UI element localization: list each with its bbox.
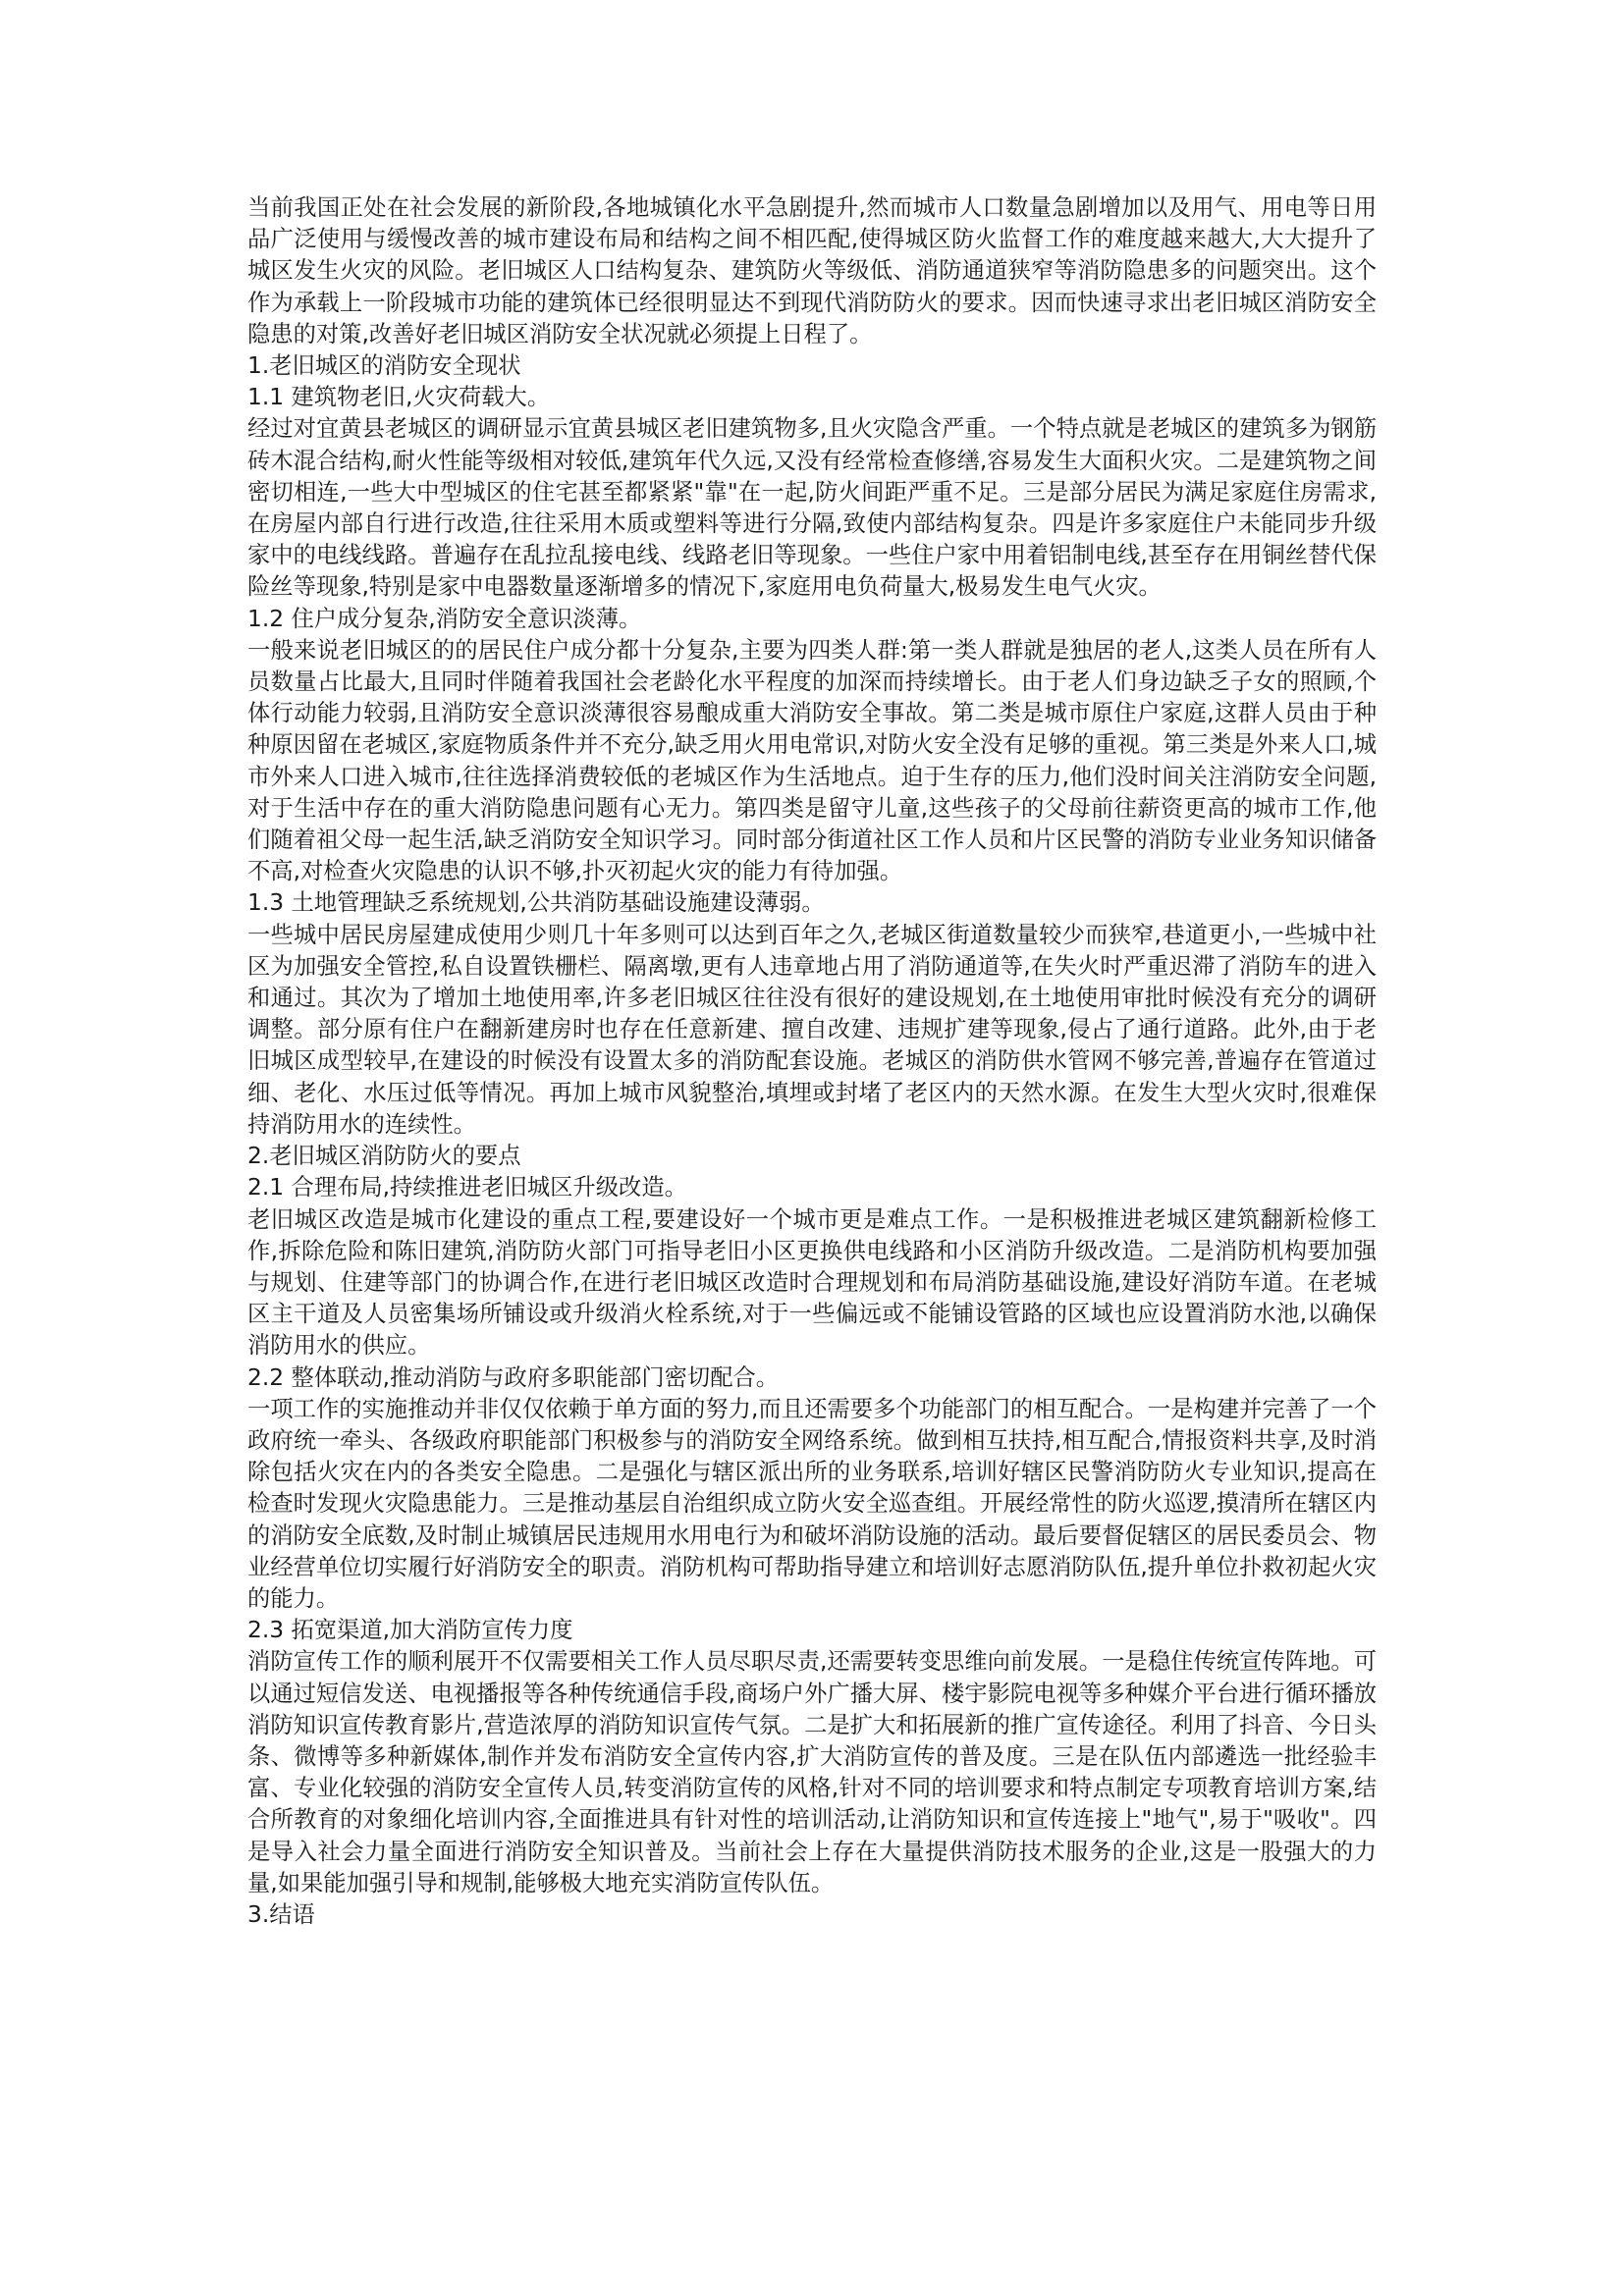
paragraph-2-1: 老旧城区改造是城市化建设的重点工程,要建设好一个城市更是难点工作。一是积极推进老城区建筑翻新检修工作,拆除危险和陈旧建筑,消防防火部门可指导老旧小区更换供电线路和小区消防升级改造。二是消防机构要加强与规划、住建等部门的协调合作,在进行老旧城区改造时合理规划和布局消防基础设施,建设好消防车道。在老城区主干道及人员密集场所铺设或升级消火栓系统,对于一些偏远或不能铺设管路的区域也应设置消防水池,以确保消防用水的供应。 [247,1205,1377,1360]
subsection-heading-2-1: 2.1 合理布局,持续推进老旧城区升级改造。 [247,1174,687,1201]
subsection-heading-1-3: 1.3 土地管理缺乏系统规划,公共消防基础设施建设薄弱。 [247,889,825,917]
intro-paragraph: 当前我国正处在社会发展的新阶段,各地城镇化水平急剧提升,然而城市人口数量急剧增加以及用气、用电等日用品广泛使用与缓慢改善的城市建设布局和结构之间不相匹配,使得城区防火监督工作的难度越来越大,大大提升了城区发生火灾的风险。老旧城区人口结构复杂、建筑防火等级低、消防通道狭窄等消防隐患多的问题突出。这个作为承载上一阶段城市功能的建筑体已经很明显达不到现代消防防火的要求。因而快速寻求出老旧城区消防安全隐患的对策,改善好老旧城区消防安全状况就必须提上日程了。 [247,194,1377,347]
paragraph-2-2: 一项工作的实施推动并非仅仅依赖于单方面的努力,而且还需要多个功能部门的相互配合。一是构建并完善了一个政府统一牵头、各级政府职能部门积极参与的消防安全网络系统。做到相互扶持,相互配合,情报资料共享,及时消除包括火灾在内的各类安全隐患。二是强化与辖区派出所的业务联系,培训好辖区民警消防防火专业知识,提高在检查时发现火灾隐患能力。三是推动基层自治组织成立防火安全巡查组。开展经常性的防火巡逻,摸清所在辖区内的消防安全底数,及时制止城镇居民违规用水用电行为和破坏消防设施的活动。最后要督促辖区的居民委员会、物业经营单位切实履行好消防安全的职责。消防机构可帮助指导建立和培训好志愿消防队伍,提升单位扑救初起火灾的能力。 [247,1395,1377,1612]
subsection-heading-2-3: 2.3 拓宽渠道,加大消防宣传力度 [247,1617,573,1644]
paragraph-1-2: 一般来说老旧城区的的居民住户成分都十分复杂,主要为四类人群:第一类人群就是独居的老人,这类人员在所有人员数量占比最大,且同时伴随着我国社会老龄化水平程度的加深而持续增长。由于老人们身边缺乏子女的照顾,个体行动能力较弱,且消防安全意识淡薄很容易酿成重大消防安全事故。第二类是城市原住户家庭,这群人员由于种种原因留在老城区,家庭物质条件并不充分,缺乏用火用电常识,对防火安全没有足够的重视。第三类是外来人口,城市外来人口进入城市,往往选择消费较低的老城区作为生活地点。迫于生存的压力,他们没时间关注消防安全问题,对于生活中存在的重大消防隐患问题有心无力。第四类是留守儿童,这些孩子的父母前往薪资更高的城市工作,他们随着祖父母一起生活,缺乏消防安全知识学习。同时部分街道社区工作人员和片区民警的消防专业业务知识储备不高,对检查火灾隐患的认识不够,扑灭初起火灾的能力有待加强。 [247,636,1377,885]
document-body [247,192,1377,1931]
subsection-heading-1-1: 1.1 建筑物老旧,火灾荷载大。 [247,384,551,411]
subsection-heading-2-2: 2.2 整体联动,推动消防与政府多职能部门密切配合。 [247,1363,780,1391]
paragraph-2-3: 消防宣传工作的顺利展开不仅需要相关工作人员尽职尽责,还需要转变思维向前发展。一是稳住传统宣传阵地。可以通过短信发送、电视播报等各种传统通信手段,商场户外广播大屏、楼宇影院电视等多种媒介平台进行循环播放消防知识宣传教育影片,营造浓厚的消防知识宣传气氛。二是扩大和拓展新的推广宣传途径。利用了抖音、今日头条、微博等多种新媒体,制作并发布消防安全宣传内容,扩大消防宣传的普及度。三是在队伍内部遴选一批经验丰富、专业化较强的消防安全宣传人员,转变消防宣传的风格,针对不同的培训要求和特点制定专项教育培训方案,结合所教育的对象细化培训内容,全面推进具有针对性的培训活动,让消防知识和宣传连接上"地气",易于"吸收"。四是导入社会力量全面进行消防安全知识普及。当前社会上存在大量提供消防技术服务的企业,这是一股强大的力量,如果能加强引导和规制,能够极大地充实消防宣传队伍。 [247,1648,1377,1896]
subsection-heading-1-2: 1.2 住户成分复杂,消防安全意识淡薄。 [247,605,642,632]
paragraph-1-3: 一些城中居民房屋建成使用少则几十年多则可以达到百年之久,老城区街道数量较少而狭窄,巷道更小,一些城中社区为加强安全管控,私自设置铁栅栏、隔离墩,更有人违章地占用了消防通道等,在失火时严重迟滞了消防车的进入和通过。其次为了增加土地使用率,许多老旧城区往往没有很好的建设规划,在土地使用审批时候没有充分的调研调整。部分原有住户在翻新建房时也存在任意新建、擅自改建、违规扩建等现象,侵占了通行道路。此外,由于老旧城区成型较早,在建设的时候没有设置太多的消防配套设施。老城区的消防供水管网不够完善,普遍存在管道过细、老化、水压过低等情况。再加上城市风貌整治,填埋或封堵了老区内的天然水源。在发生大型火灾时,很难保持消防用水的连续性。 [247,921,1377,1138]
paragraph-1-1: 经过对宜黄县老城区的调研显示宜黄县城区老旧建筑物多,且火灾隐含严重。一个特点就是老城区的建筑多为钢筋砖木混合结构,耐火性能等级相对较低,建筑年代久远,又没有经常检查修缮,容易发生大面积火灾。二是建筑物之间密切相连,一些大中型城区的住宅甚至都紧紧"靠"在一起,防火间距严重不足。三是部分居民为满足家庭住房需求,在房屋内部自行进行改造,往往采用木质或塑料等进行分隔,致使内部结构复杂。四是许多家庭住户未能同步升级家中的电线线路。普遍存在乱拉乱接电线、线路老旧等现象。一些住户家中用着铝制电线,甚至存在用铜丝替代保险丝等现象,特别是家中电器数量逐渐增多的情况下,家庭用电负荷量大,极易发生电气火灾。 [247,415,1377,601]
section-heading-3: 3.结语 [247,1900,315,1928]
section-heading-1: 1.老旧城区的消防安全现状 [247,352,521,380]
section-heading-2: 2.老旧城区消防防火的要点 [247,1143,521,1170]
